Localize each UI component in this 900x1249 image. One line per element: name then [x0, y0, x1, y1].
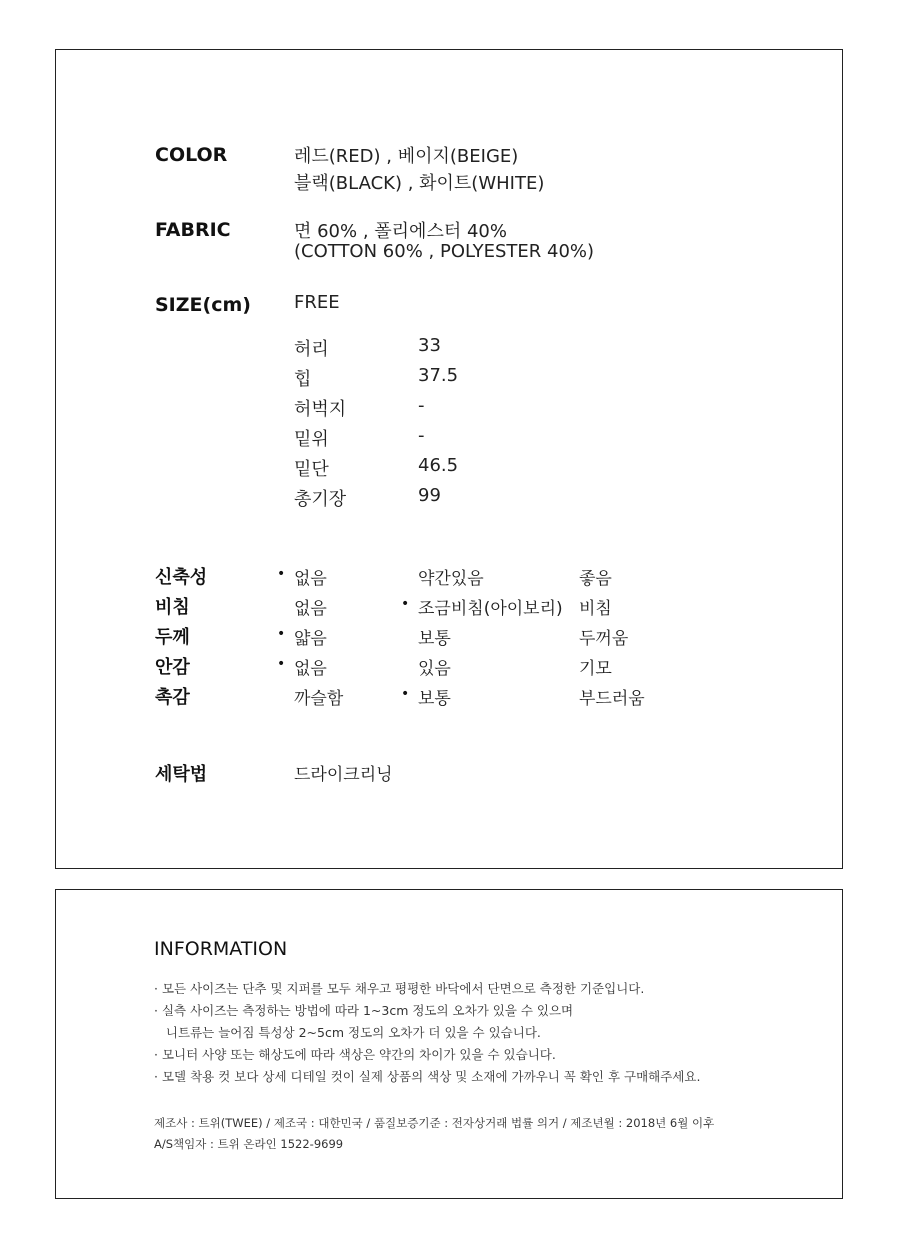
selected-bullet: •	[277, 626, 286, 642]
selected-bullet: •	[401, 686, 410, 702]
attribute-label: 두께	[155, 627, 190, 648]
attribute-option: 까슬함	[294, 689, 344, 709]
size-row-value: -	[418, 395, 425, 416]
attribute-option: 좋음	[579, 569, 612, 589]
attribute-option: 있음	[418, 659, 451, 679]
attribute-label: 신축성	[155, 567, 208, 588]
attribute-option: 없음	[294, 659, 327, 679]
size-free: FREE	[294, 292, 340, 313]
size-row-value: -	[418, 425, 425, 446]
information-panel	[55, 889, 843, 1199]
attribute-option: 비침	[579, 599, 612, 619]
size-row-value: 46.5	[418, 455, 459, 476]
size-row-name: 총기장	[294, 489, 347, 510]
attribute-option: 없음	[294, 569, 327, 589]
color-value-line2: 블랙(BLACK) , 화이트(WHITE)	[294, 173, 545, 194]
info-line: · 모델 착용 컷 보다 상세 디테일 컷이 실제 상품의 색상 및 소재에 가까우니 꼭 확인 후 구매해주세요.	[154, 1069, 701, 1084]
attribute-option: 두꺼움	[579, 629, 629, 649]
size-row-name: 밑위	[294, 429, 329, 450]
info-line: · 실측 사이즈는 측정하는 방법에 따라 1~3cm 정도의 오차가 있을 수 있으며	[154, 1003, 574, 1018]
size-row-name: 힙	[294, 369, 312, 390]
size-row-name: 허벅지	[294, 399, 347, 420]
attribute-option: 얇음	[294, 629, 327, 649]
attribute-option: 기모	[579, 659, 612, 679]
size-row-value: 33	[418, 335, 441, 356]
attribute-option: 보통	[418, 689, 451, 709]
attribute-option: 부드러움	[579, 689, 645, 709]
info-line: 니트류는 늘어짐 특성상 2~5cm 정도의 오차가 더 있을 수 있습니다.	[154, 1025, 541, 1040]
selected-bullet: •	[277, 656, 286, 672]
manufacturer-info: 제조사 : 트위(TWEE) / 제조국 : 대한민국 / 품질보증기준 : 전자상거래 법률 의거 / 제조년월 : 2018년 6월 이후	[154, 1116, 715, 1130]
color-label: COLOR	[155, 144, 228, 166]
selected-bullet: •	[277, 566, 286, 582]
wash-label: 세탁법	[155, 764, 208, 785]
as-contact-info: A/S책임자 : 트위 온라인 1522-9699	[154, 1137, 344, 1151]
fabric-value-line1: 면 60% , 폴리에스터 40%	[294, 221, 507, 242]
attribute-label: 안감	[155, 657, 190, 678]
info-line: · 모니터 사양 또는 해상도에 따라 색상은 약간의 차이가 있을 수 있습니다.	[154, 1047, 556, 1062]
attribute-option: 보통	[418, 629, 451, 649]
attribute-label: 촉감	[155, 687, 190, 708]
fabric-value-line2: (COTTON 60% , POLYESTER 40%)	[294, 241, 595, 262]
wash-value: 드라이크리닝	[294, 765, 393, 785]
size-row-name: 밑단	[294, 459, 329, 480]
attribute-label: 비침	[155, 597, 190, 618]
attribute-option: 없음	[294, 599, 327, 619]
color-value-line1: 레드(RED) , 베이지(BEIGE)	[294, 146, 519, 167]
info-line: · 모든 사이즈는 단추 및 지퍼를 모두 채우고 평평한 바닥에서 단면으로 측정한 기준입니다.	[154, 981, 645, 996]
info-title: INFORMATION	[154, 938, 288, 960]
size-label: SIZE(cm)	[155, 294, 251, 316]
size-row-name: 허리	[294, 339, 329, 360]
fabric-label: FABRIC	[155, 219, 231, 241]
selected-bullet: •	[401, 596, 410, 612]
attribute-option: 약간있음	[418, 569, 484, 589]
size-row-value: 99	[418, 485, 441, 506]
attribute-option: 조금비침(아이보리)	[418, 599, 563, 619]
size-row-value: 37.5	[418, 365, 459, 386]
